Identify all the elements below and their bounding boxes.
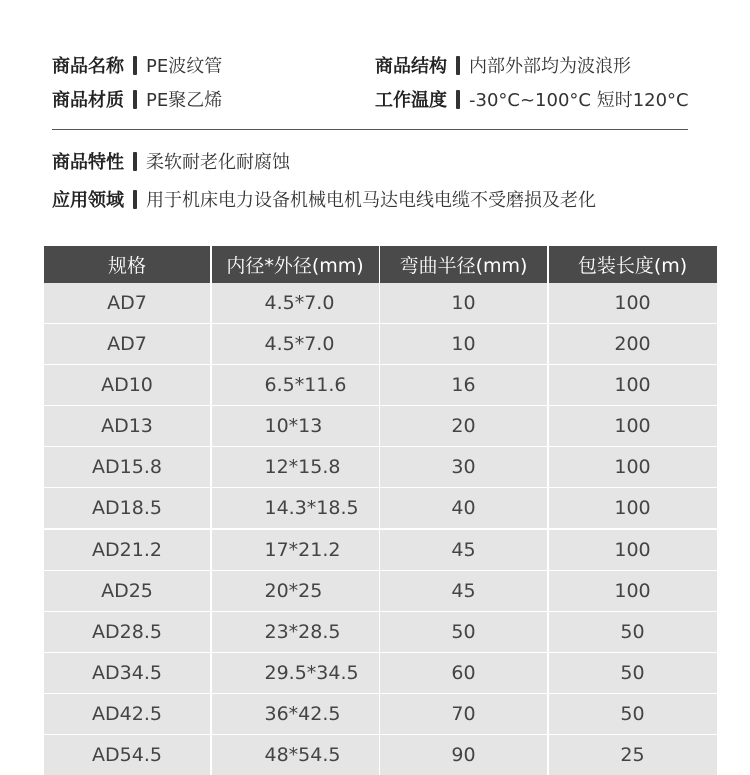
spec-material [52, 86, 222, 112]
table-cell: AD21.2 [44, 530, 210, 570]
header-cell: 规格 [44, 246, 210, 283]
table-cell: 48*54.5 [212, 735, 379, 775]
table-row [44, 406, 716, 446]
table-row [44, 612, 716, 652]
table-row [44, 283, 716, 323]
table-row [44, 571, 716, 611]
table-cell: AD28.5 [44, 612, 210, 652]
table-cell: 4.5*7.0 [212, 324, 379, 364]
table-cell: AD13 [44, 406, 210, 446]
table-cell: 16 [380, 365, 547, 405]
spec-table [44, 246, 716, 775]
spec-value: PE波纹管 [146, 56, 223, 77]
table-cell: 50 [380, 612, 547, 652]
spec-name [52, 52, 222, 78]
table-row [44, 447, 716, 487]
table-cell: 100 [549, 530, 717, 570]
spec-application [52, 186, 596, 212]
spec-value: -30°C~100°C 短时120°C [469, 90, 689, 111]
table-cell: 17*21.2 [212, 530, 379, 570]
table-row [44, 488, 716, 528]
table-cell: 100 [549, 488, 717, 528]
table-cell: 90 [380, 735, 547, 775]
table-cell: 100 [549, 406, 717, 446]
table-cell: 4.5*7.0 [212, 283, 379, 323]
table-cell: 70 [380, 694, 547, 734]
spec-temperature [375, 86, 689, 112]
table-cell: 25 [549, 735, 717, 775]
spec-value: 柔软耐老化耐腐蚀 [146, 152, 290, 173]
table-cell: 100 [549, 447, 717, 487]
table-cell: 29.5*34.5 [212, 653, 379, 693]
table-cell: 20 [380, 406, 547, 446]
table-cell: 45 [380, 571, 547, 611]
table-cell: 36*42.5 [212, 694, 379, 734]
table-cell: AD42.5 [44, 694, 210, 734]
spec-key: 商品结构 [375, 56, 447, 77]
spec-value: 内部外部均为波浪形 [469, 56, 631, 77]
separator-bar [133, 152, 137, 171]
table-cell: 60 [380, 653, 547, 693]
table-row [44, 530, 716, 570]
separator-bar [133, 190, 137, 209]
spec-value: PE聚乙烯 [146, 90, 223, 111]
separator-bar [133, 56, 137, 75]
spec-value: 用于机床电力设备机械电机马达电线电缆不受磨损及老化 [146, 190, 596, 211]
table-cell: AD7 [44, 324, 210, 364]
separator-bar [456, 90, 460, 109]
table-cell: 23*28.5 [212, 612, 379, 652]
header-cell: 内径*外径(mm) [212, 246, 379, 283]
table-cell: AD7 [44, 283, 210, 323]
table-cell: 10 [380, 324, 547, 364]
table-cell: 100 [549, 571, 717, 611]
table-cell: AD18.5 [44, 488, 210, 528]
table-cell: 20*25 [212, 571, 379, 611]
table-cell: 45 [380, 530, 547, 570]
table-header-row [44, 246, 716, 283]
table-row [44, 365, 716, 405]
spec-key: 商品材质 [52, 90, 124, 111]
table-cell: 100 [549, 365, 717, 405]
table-cell: 50 [549, 612, 717, 652]
header-cell: 弯曲半径(mm) [380, 246, 547, 283]
table-row [44, 694, 716, 734]
table-cell: AD15.8 [44, 447, 210, 487]
table-cell: 50 [549, 694, 717, 734]
table-cell: 30 [380, 447, 547, 487]
table-cell: 100 [549, 283, 717, 323]
table-cell: 50 [549, 653, 717, 693]
table-cell: 14.3*18.5 [212, 488, 379, 528]
table-cell: 40 [380, 488, 547, 528]
table-cell: 12*15.8 [212, 447, 379, 487]
table-row [44, 653, 716, 693]
spec-key: 工作温度 [375, 90, 447, 111]
spec-features [52, 148, 290, 174]
spec-structure [375, 52, 631, 78]
table-cell: 200 [549, 324, 717, 364]
table-cell: 10 [380, 283, 547, 323]
table-row [44, 324, 716, 364]
table-row [44, 735, 716, 775]
table-cell: 6.5*11.6 [212, 365, 379, 405]
table-cell: AD34.5 [44, 653, 210, 693]
separator-bar [133, 90, 137, 109]
spec-key: 商品名称 [52, 56, 124, 77]
table-cell: AD25 [44, 571, 210, 611]
table-cell: AD10 [44, 365, 210, 405]
divider-line [52, 129, 688, 130]
spec-key: 商品特性 [52, 152, 124, 173]
separator-bar [456, 56, 460, 75]
header-cell: 包装长度(m) [549, 246, 717, 283]
table-cell: AD54.5 [44, 735, 210, 775]
table-cell: 10*13 [212, 406, 379, 446]
spec-key: 应用领域 [52, 190, 124, 211]
